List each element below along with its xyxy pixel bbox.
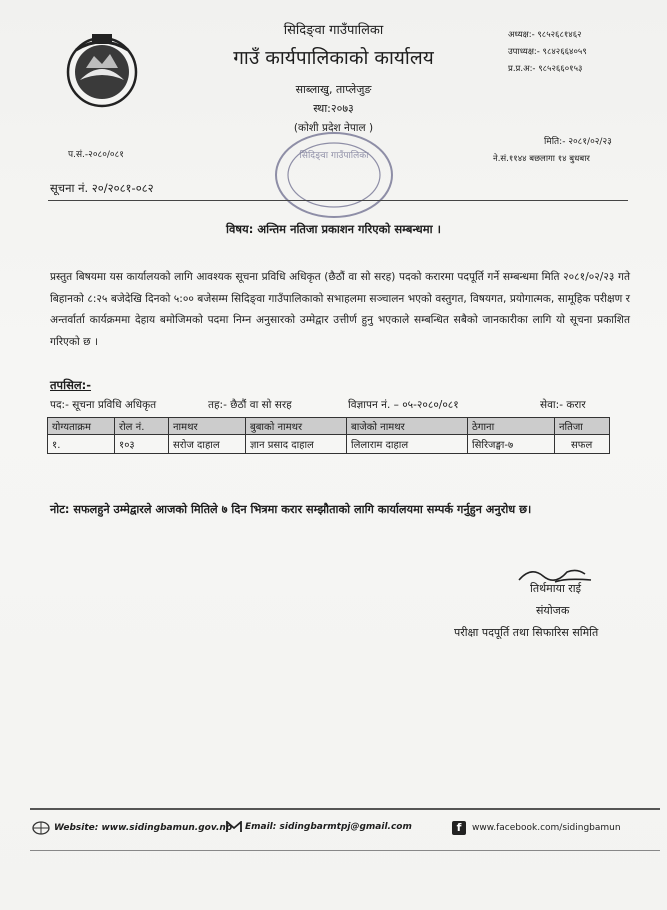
cell-result: सफल [555, 435, 610, 454]
table-header-row [48, 418, 610, 435]
reference-number: प.सं.-२०८०/०८१ [68, 150, 124, 160]
office-title: गाउँ कार्यपालिकाको कार्यालय [233, 47, 434, 69]
province-label: (कोशी प्रदेश नेपाल ) [293, 122, 374, 134]
footer-facebook[interactable]: www.facebook.com/sidingbamun [472, 823, 621, 833]
post-name: पद:- सूचना प्रविधि अधिकृत [50, 399, 157, 411]
col-roll-no: रोल नं. [115, 418, 169, 435]
facebook-icon: f [452, 821, 466, 835]
signatory-name: तिर्थमाया राई [530, 582, 582, 595]
details-heading: तपसिल:- [50, 378, 92, 392]
municipality-emblem-icon [62, 30, 142, 110]
post-level: तह:- छैठौं वा सो सरह [208, 399, 292, 411]
footer-divider-bottom [30, 850, 660, 851]
cell-merit-rank: १. [48, 435, 115, 454]
globe-icon [32, 821, 50, 835]
advert-number: विज्ञापन नं. – ०५-२०८०/०८१ [348, 399, 459, 411]
service-type: सेवा:- करार [540, 399, 586, 411]
col-father-name: बुबाको नामथर [246, 418, 347, 435]
office-address: साब्लाखु, ताप्लेजुङ [295, 83, 372, 96]
col-result: नतिजा [555, 418, 610, 435]
cell-grandfather-name: लिलाराम दाहाल [347, 435, 468, 454]
nepal-sambat-date: ने.सं.११४४ बछलागा १४ बुधबार [493, 154, 590, 164]
contact-vice-chairperson: उपाध्यक्ष:- ९८४२६६४०५९ [508, 47, 587, 57]
contact-chairperson: अध्यक्ष:- ९८५२६८१४६२ [508, 30, 582, 40]
footer-website[interactable]: Website: www.sidingbamun.gov.np [54, 823, 233, 833]
office-stamp-icon [272, 128, 396, 222]
established-year: स्था:२०७३ [313, 102, 354, 115]
header-divider [48, 200, 628, 201]
cell-address: सिरिजङ्घा-७ [468, 435, 555, 454]
signatory-committee: परीक्षा पदपूर्ति तथा सिफारिस समिति [454, 626, 599, 639]
signatory-role: संयोजक [536, 604, 570, 617]
municipality-name: सिदिङ्वा गाउँपालिका [283, 23, 384, 38]
note-text: नोट: सफलहुने उम्मेद्वारले आजको मितिले ७ दिन भित्रमा करार सम्झौताको लागि कार्यालयमा सम्पर्क गर्नुहुन अनुरोध छ। [50, 503, 532, 516]
col-address: ठेगाना [468, 418, 555, 435]
mail-icon [226, 821, 242, 833]
footer [32, 818, 662, 840]
col-name: नामथर [169, 418, 246, 435]
footer-email[interactable]: Email: sidingbarmtpj@gmail.com [245, 822, 412, 832]
contact-cao: प्र.प्र.अ:- ९८५२६६०१५३ [508, 64, 583, 74]
table-row [48, 435, 610, 454]
notice-subject: विषय: अन्तिम नतिजा प्रकाशन गरिएको सम्बन्धमा । [226, 222, 441, 236]
col-grandfather-name: बाजेको नामथर [347, 418, 468, 435]
footer-divider-top [30, 808, 660, 810]
notice-body: प्रस्तुत बिषयमा यस कार्यालयको लागि आवश्यक सूचना प्रविधि अधिकृत (छैठौं वा सो सरह) पदको करारमा पदपूर्ति गर्ने सम्बन्धमा मिति २०८१/०२/२३ गते बिहानको ८:२५ बजेदेखि दिनको ५:०० बजेसम्म सिदिङ्वा गाउँपालिकाको सभाहलमा सञ्चालन भएको वस्तुगत, विषयगत, प्रयोगात्मक, सामूहिक परीक्षण र अन्तर्वार्ता कार्यक्रममा देहाय बमोजिमको पदमा निम्न अनुसारको उम्मेद्वार उत्तीर्ण हुनु भएकाले सम्बन्धित सबैको जानकारीका लागि यो सूचना प्रकाशित गरिएको छ । [50, 271, 630, 348]
results-table [47, 417, 610, 454]
col-merit-rank: योग्यताक्रम [48, 418, 115, 435]
notice-number: सूचना नं. २०/२०८१-०८२ [50, 181, 154, 195]
cell-name: सरोज दाहाल [169, 435, 246, 454]
cell-father-name: ज्ञान प्रसाद दाहाल [246, 435, 347, 454]
position-details [50, 398, 630, 414]
issue-date: मिति:- २०८१/०२/२३ [544, 137, 612, 147]
svg-text:सिदिङ्वा गाउँपालिका: सिदिङ्वा गाउँपालिका [299, 151, 369, 161]
cell-roll-no: १०३ [115, 435, 169, 454]
contact-list [508, 27, 587, 78]
